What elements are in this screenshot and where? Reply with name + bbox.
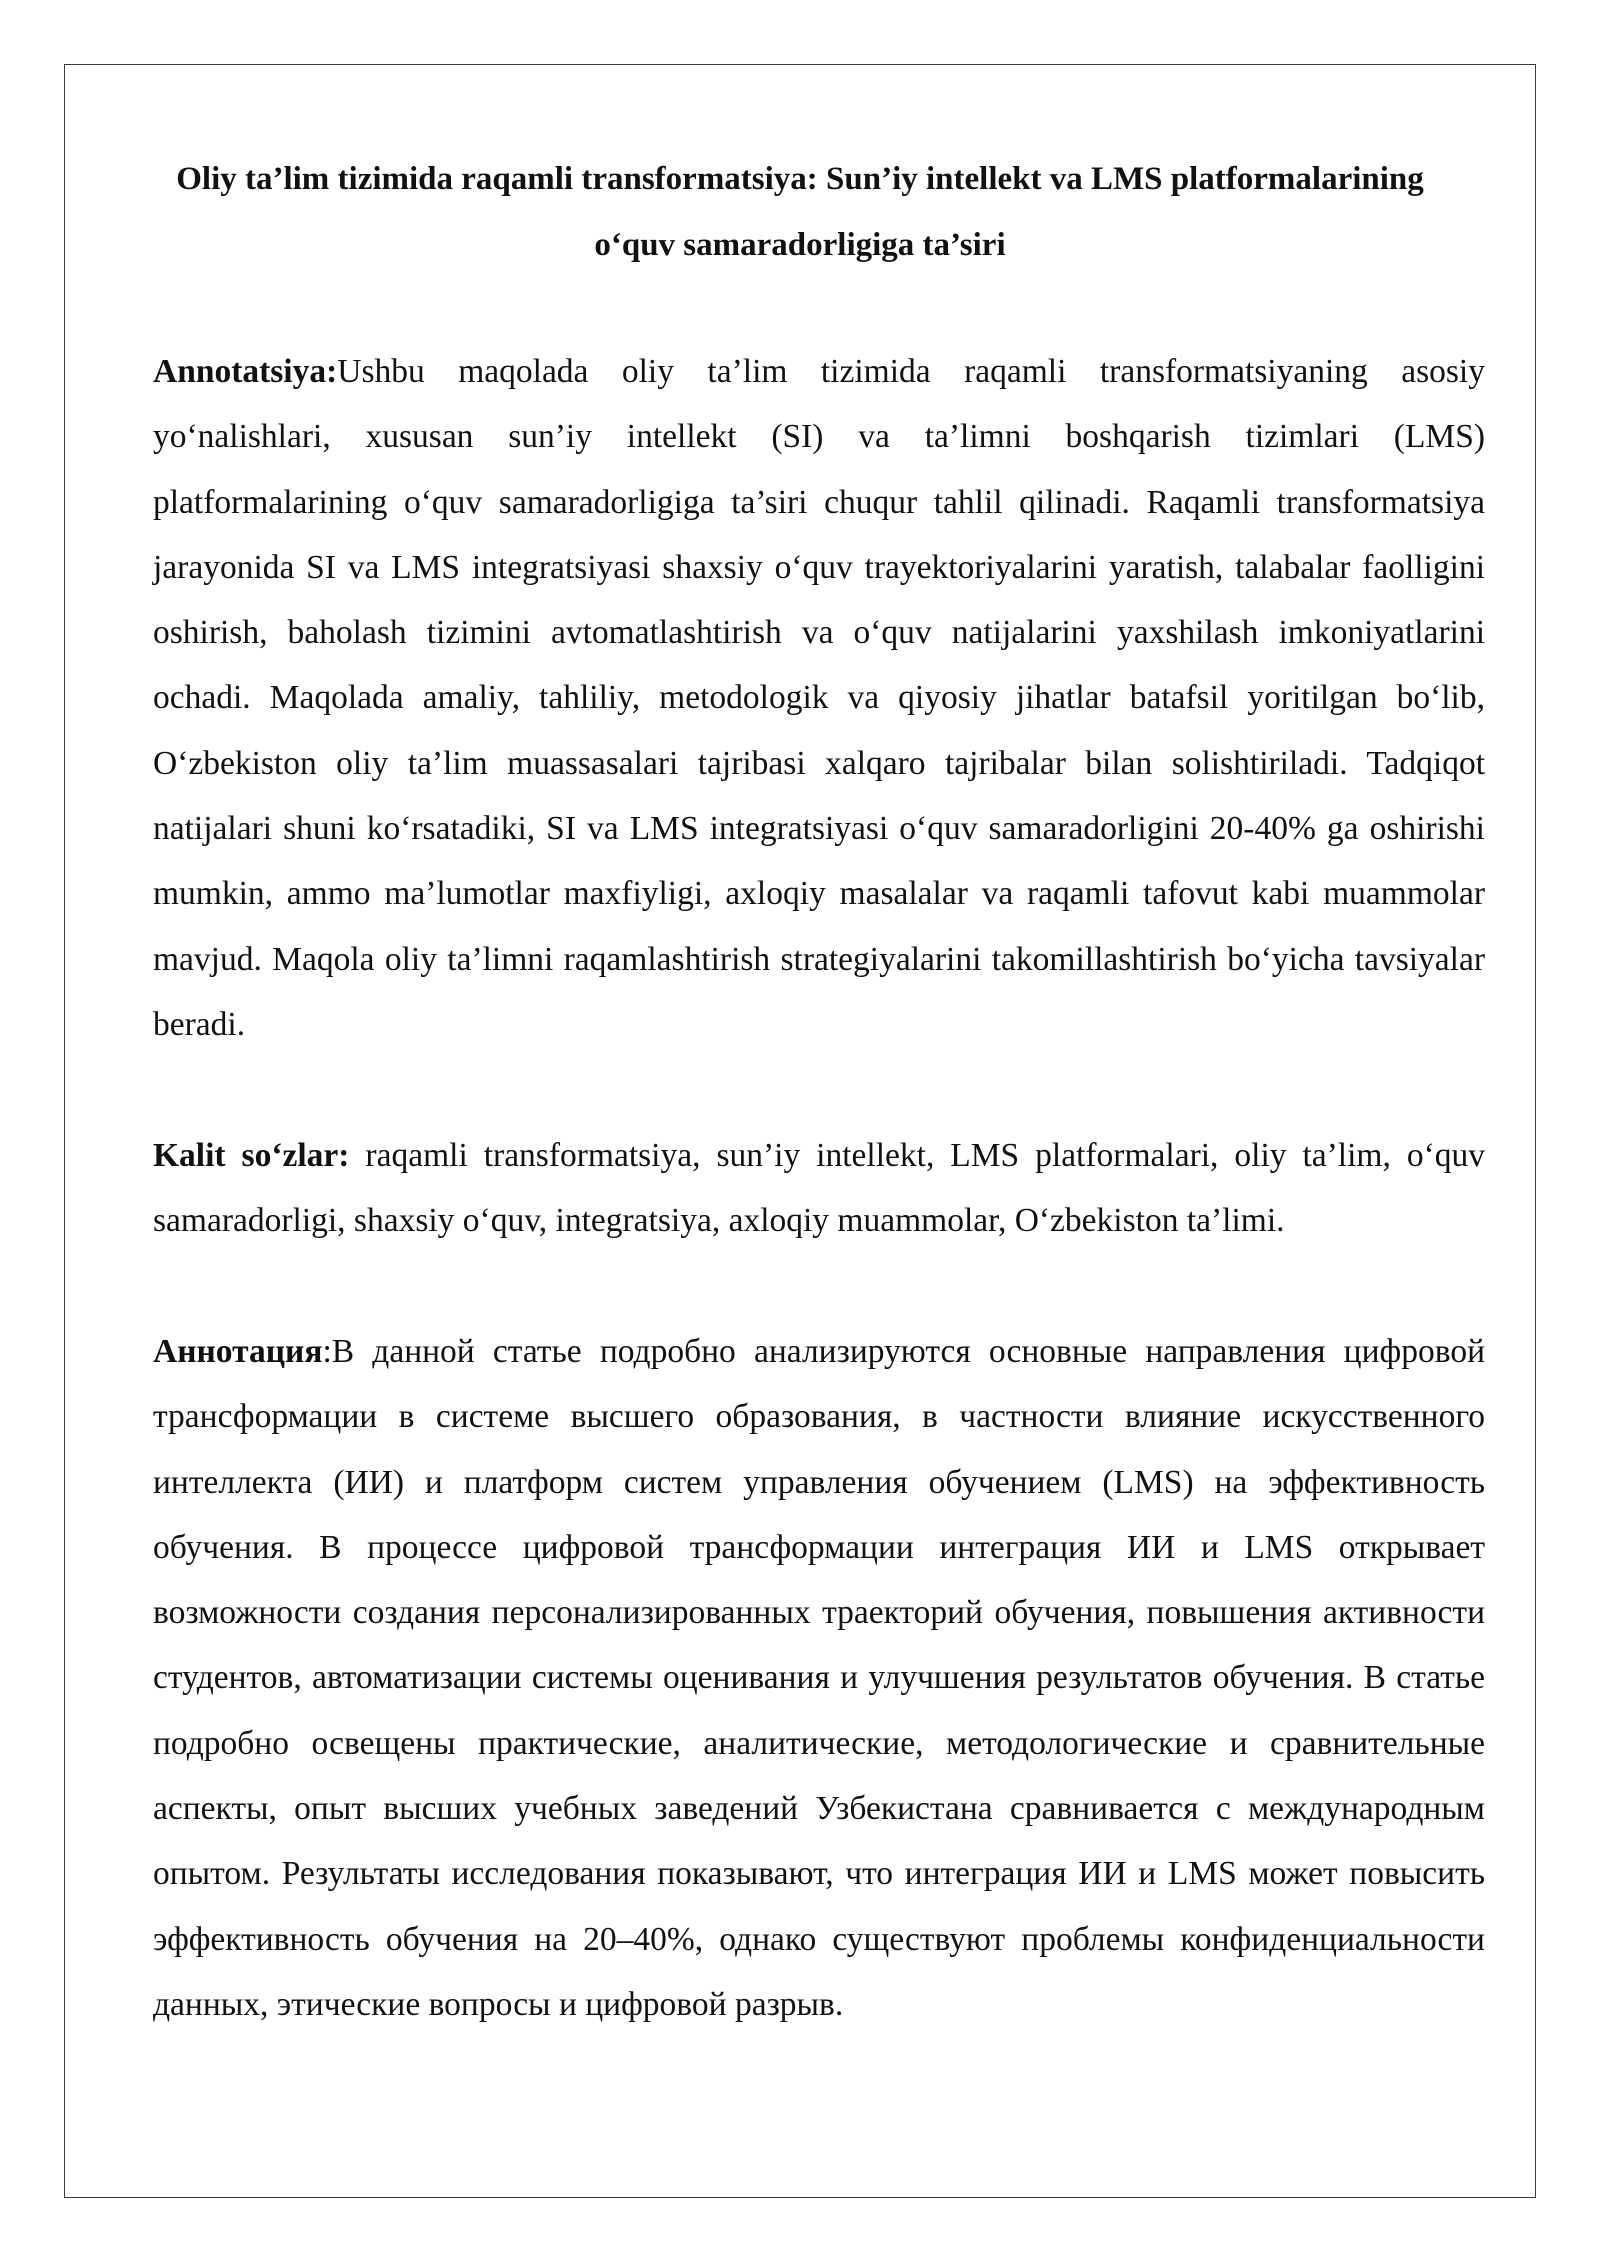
annotation-uz-text: Ushbu maqolada oliy ta’lim tizimida raqamli transformatsiyaning asosiy yo‘nalishlari, xususan sun’iy intellekt (SI) va ta’limni boshqarish tizimlari (LMS) platformalarining o‘quv samaradorligiga ta’siri chuqur tahlil qilinadi. Raqamli transformatsiya jarayonida SI va LMS integratsiyasi shaxsiy o‘quv trayektoriyalarini yaratish, talabalar faolligini oshirish, baholash tizimini avtomatlashtirish va o‘quv natijalarini yaxshilash imkoniyatlarini ochadi. Maqolada amaliy, tahliliy, metodologik va qiyosiy jihatlar batafsil yoritilgan bo‘lib, O‘zbekiston oliy ta’lim muassasalari tajribasi xalqaro tajribalar bilan solishtiriladi. Tadqiqot natijalari shuni ko‘rsatadiki, SI va LMS integratsiyasi o‘quv samaradorligini 20-40% ga oshirishi mumkin, ammo ma’lumotlar maxfiyligi, axloqiy masalalar va raqamli tafovut kabi muammolar mavjud. Maqola oliy ta’limni raqamlashtirish strategiyalarini takomillashtirish bo‘yicha tavsiyalar beradi. — [153, 353, 1485, 1043]
annotation-uz-paragraph — [153, 339, 1485, 1057]
annotation-uz-label: Annotatsiya: — [153, 353, 338, 390]
keywords-uz-label: Kalit so‘zlar: — [153, 1137, 350, 1174]
article-title: Oliy ta’lim tizimida raqamli transformatsiya: Sun’iy intellekt va LMS platformalarining o‘quv samaradorligiga ta’siri — [176, 161, 1424, 263]
keywords-uz-text: raqamli transformatsiya, sun’iy intellekt, LMS platformalari, oliy ta’lim, o‘quv samaradorligi, shaxsiy o‘quv, integratsiya, axloqiy muammolar, O‘zbekiston ta’limi. — [153, 1137, 1485, 1240]
annotation-ru-label: Аннотация — [153, 1333, 323, 1370]
annotation-ru-paragraph — [153, 1319, 1485, 2037]
keywords-uz-paragraph — [153, 1123, 1485, 1254]
annotation-ru-text: :В данной статье подробно анализируются основные направления цифровой трансформации в системе высшего образования, в частности влияние искусственного интеллекта (ИИ) и платформ систем управления обучением (LMS) на эффективность обучения. В процессе цифровой трансформации интеграция ИИ и LMS открывает возможности создания персонализированных траекторий обучения, повышения активности студентов, автоматизации системы оценивания и улучшения результатов обучения. В статье подробно освещены практические, аналитические, методологические и сравнительные аспекты, опыт высших учебных заведений Узбекистана сравнивается с международным опытом. Результаты исследования показывают, что интеграция ИИ и LMS может повысить эффективность обучения на 20–40%, однако существуют проблемы конфиденциальности данных, этические вопросы и цифровой разрыв. — [153, 1333, 1485, 2023]
